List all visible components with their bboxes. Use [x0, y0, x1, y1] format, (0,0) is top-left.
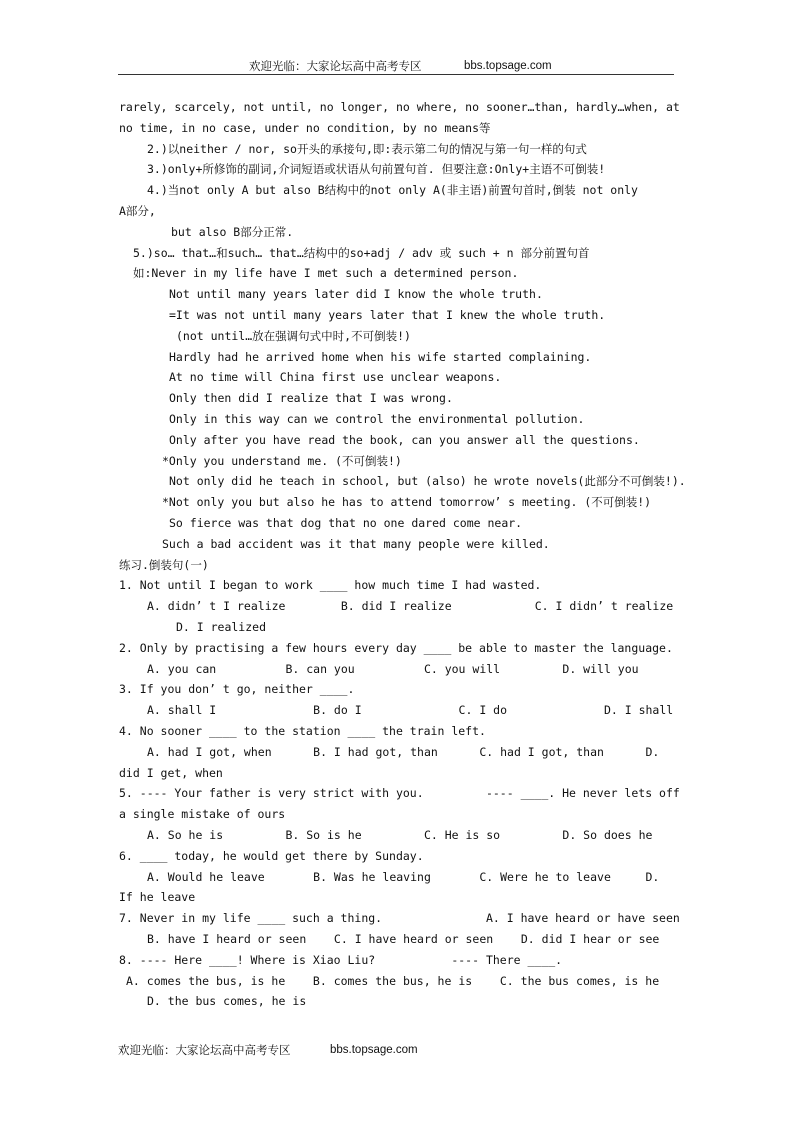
section-heading: 练习.倒装句(一) [119, 557, 209, 572]
text-line: Such a bad accident was it that many people were killed. [162, 536, 550, 551]
text-line: no time, in no case, under no condition, by no means等 [119, 120, 491, 135]
text-line: Not until many years later did I know the whole truth. [169, 287, 543, 302]
text-line: Only after you have read the book, can you answer all the questions. [169, 432, 640, 447]
question: 4. No sooner ____ to the station ____ the train left. [119, 724, 486, 738]
text-line: 5.)so… that…和such… that…结构中的so+adj / adv 或 such + n 部分前置句首 [133, 245, 590, 260]
answer-options: A. comes the bus, is he B. comes the bus, he is C. the bus comes, is he [126, 973, 660, 988]
text-line: 3.)only+所修饰的副词,介词短语或状语从句前置句首. 但要注意:Only+主语不可倒装! [147, 162, 606, 177]
text-line: Hardly had he arrived home when his wife started complaining. [169, 349, 592, 364]
text-line: but also B部分正常. [171, 224, 294, 239]
text-line: Not only did he teach in school, but (also) he wrote novels(此部分不可倒装!). [169, 474, 686, 489]
text-line: *Only you understand me. (不可倒装!) [162, 453, 402, 468]
text-line: So fierce was that dog that no one dared come near. [169, 516, 523, 530]
question: 7. Never in my life ____ such a thing. A. I have heard or have seen [119, 911, 680, 926]
question: 1. Not until I began to work ____ how much time I had wasted. [119, 578, 542, 593]
answer-options: A. didn’ t I realize B. did I realize C. I didn’ t realize [147, 599, 674, 614]
header-url: bbs.topsage.com [464, 60, 552, 72]
question: a single mistake of ours [119, 807, 286, 822]
text-line: 4.)当not only A but also B结构中的not only A(非主语)前置句首时,倒装 not only [147, 183, 638, 198]
answer-options: D. the bus comes, he is [147, 994, 307, 1009]
question: 5. ---- Your father is very strict with you. ---- ____. He never lets off [119, 786, 680, 801]
document-body [0, 97, 794, 1017]
answer-options: D. I realized [176, 620, 267, 634]
text-line: *Not only you but also he has to attend tomorrow’ s meeting. (不可倒装!) [162, 495, 652, 510]
answer-options: A. Would he leave B. Was he leaving C. Were he to leave D. [147, 869, 660, 884]
header-site-name: 欢迎光临：大家论坛高中高考专区 [249, 59, 422, 73]
text-line: rarely, scarcely, not until, no longer, no where, no sooner…than, hardly…when, at [119, 100, 680, 114]
answer-options: If he leave [119, 890, 196, 905]
answer-options: A. So he is B. So is he C. He is so D. So does he [147, 828, 653, 842]
text-line: =It was not until many years later that I knew the whole truth. [169, 308, 606, 322]
text-line: 如:Never in my life have I met such a determined person. [133, 266, 519, 281]
question: 3. If you don’ t go, neither ____. [119, 682, 355, 697]
text-line: 2.)以neither / nor, so开头的承接句,即:表示第二句的情况与第一句一样的句式 [147, 141, 587, 156]
question: 8. ---- Here ____! Where is Xiao Liu? ---- There ____. [119, 952, 563, 967]
answer-options: A. you can B. can you C. you will D. will you [147, 661, 639, 676]
text-line: Only in this way can we control the environmental pollution. [169, 412, 585, 426]
text-line: At no time will China first use unclear weapons. [169, 370, 502, 385]
question: 2. Only by practising a few hours every day ____ be able to master the language. [119, 640, 673, 655]
page-header [118, 58, 674, 75]
answer-options: A. had I got, when B. I had got, than C. had I got, than D. [147, 744, 660, 759]
answer-options: A. shall I B. do I C. I do D. I shall [147, 703, 674, 718]
answer-options: B. have I heard or seen C. I have heard or seen D. did I hear or see [147, 932, 660, 946]
footer-url: bbs.topsage.com [330, 1044, 418, 1056]
page-footer [118, 1042, 538, 1058]
text-line: (not until…放在强调句式中时,不可倒装!) [176, 328, 411, 343]
text-line: A部分, [119, 204, 156, 218]
question: 6. ____ today, he would get there by Sunday. [119, 848, 424, 863]
footer-site-name: 欢迎光临：大家论坛高中高考专区 [118, 1043, 291, 1057]
text-line: Only then did I realize that I was wrong. [169, 391, 453, 406]
answer-options: did I get, when [119, 765, 223, 780]
